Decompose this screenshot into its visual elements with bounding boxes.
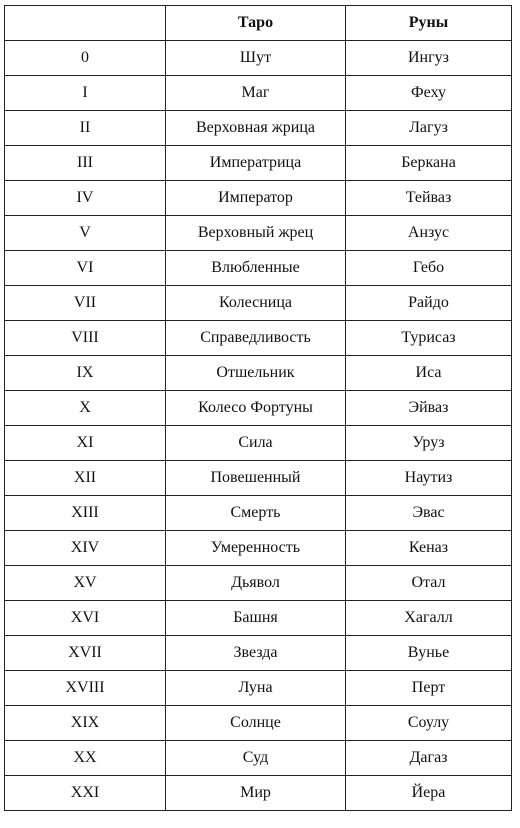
arcana-number: XII bbox=[5, 461, 166, 496]
rune-name: Соулу bbox=[346, 706, 512, 741]
tarot-card: Башня bbox=[166, 601, 346, 636]
arcana-number: XIII bbox=[5, 496, 166, 531]
rune-name: Дагаз bbox=[346, 741, 512, 776]
table-row bbox=[5, 391, 512, 426]
table-row bbox=[5, 496, 512, 531]
arcana-number: XVII bbox=[5, 636, 166, 671]
tarot-card: Отшельник bbox=[166, 356, 346, 391]
table-row bbox=[5, 566, 512, 601]
arcana-number: XXI bbox=[5, 776, 166, 811]
rune-name: Отал bbox=[346, 566, 512, 601]
table-row bbox=[5, 41, 512, 76]
table-row bbox=[5, 76, 512, 111]
table-row bbox=[5, 181, 512, 216]
table-row bbox=[5, 251, 512, 286]
tarot-card: Смерть bbox=[166, 496, 346, 531]
tarot-card: Мир bbox=[166, 776, 346, 811]
arcana-number: XIX bbox=[5, 706, 166, 741]
tarot-card: Сила bbox=[166, 426, 346, 461]
rune-name: Анзус bbox=[346, 216, 512, 251]
rune-name: Йера bbox=[346, 776, 512, 811]
rune-name: Эвас bbox=[346, 496, 512, 531]
arcana-number: VIII bbox=[5, 321, 166, 356]
tarot-card: Император bbox=[166, 181, 346, 216]
header-row bbox=[5, 6, 512, 41]
tarot-card: Колесо Фортуны bbox=[166, 391, 346, 426]
header-tarot: Таро bbox=[166, 6, 346, 41]
tarot-card: Луна bbox=[166, 671, 346, 706]
rune-name: Вунье bbox=[346, 636, 512, 671]
arcana-number: I bbox=[5, 76, 166, 111]
tarot-card: Справедливость bbox=[166, 321, 346, 356]
table-row bbox=[5, 356, 512, 391]
rune-name: Ингуз bbox=[346, 41, 512, 76]
table-row bbox=[5, 531, 512, 566]
rune-name: Хагалл bbox=[346, 601, 512, 636]
table-row bbox=[5, 706, 512, 741]
rune-name: Тейваз bbox=[346, 181, 512, 216]
rune-name: Эйваз bbox=[346, 391, 512, 426]
rune-name: Перт bbox=[346, 671, 512, 706]
tarot-card: Суд bbox=[166, 741, 346, 776]
table-row bbox=[5, 601, 512, 636]
rune-name: Лагуз bbox=[346, 111, 512, 146]
arcana-number: II bbox=[5, 111, 166, 146]
table-row bbox=[5, 321, 512, 356]
table-row bbox=[5, 671, 512, 706]
arcana-number: V bbox=[5, 216, 166, 251]
tarot-runes-table bbox=[4, 5, 512, 811]
arcana-number: IX bbox=[5, 356, 166, 391]
tarot-card: Влюбленные bbox=[166, 251, 346, 286]
rune-name: Наутиз bbox=[346, 461, 512, 496]
table-row bbox=[5, 741, 512, 776]
arcana-number: VI bbox=[5, 251, 166, 286]
arcana-number: VII bbox=[5, 286, 166, 321]
tarot-card: Солнце bbox=[166, 706, 346, 741]
tarot-card: Императрица bbox=[166, 146, 346, 181]
table-row bbox=[5, 286, 512, 321]
arcana-number: X bbox=[5, 391, 166, 426]
table-row bbox=[5, 636, 512, 671]
table-row bbox=[5, 111, 512, 146]
table-body bbox=[5, 41, 512, 811]
arcana-number: IV bbox=[5, 181, 166, 216]
rune-name: Иса bbox=[346, 356, 512, 391]
arcana-number: III bbox=[5, 146, 166, 181]
header-number bbox=[5, 6, 166, 41]
tarot-card: Повешенный bbox=[166, 461, 346, 496]
table-row bbox=[5, 216, 512, 251]
rune-name: Кеназ bbox=[346, 531, 512, 566]
tarot-card: Шут bbox=[166, 41, 346, 76]
tarot-card: Звезда bbox=[166, 636, 346, 671]
tarot-card: Верховный жрец bbox=[166, 216, 346, 251]
tarot-card: Маг bbox=[166, 76, 346, 111]
tarot-card: Колесница bbox=[166, 286, 346, 321]
tarot-card: Умеренность bbox=[166, 531, 346, 566]
rune-name: Турисаз bbox=[346, 321, 512, 356]
arcana-number: 0 bbox=[5, 41, 166, 76]
rune-name: Уруз bbox=[346, 426, 512, 461]
table-row bbox=[5, 426, 512, 461]
rune-name: Райдо bbox=[346, 286, 512, 321]
table-row bbox=[5, 461, 512, 496]
arcana-number: XV bbox=[5, 566, 166, 601]
tarot-card: Верховная жрица bbox=[166, 111, 346, 146]
arcana-number: XIV bbox=[5, 531, 166, 566]
table-row bbox=[5, 776, 512, 811]
arcana-number: XVI bbox=[5, 601, 166, 636]
rune-name: Феху bbox=[346, 76, 512, 111]
header-runes: Руны bbox=[346, 6, 512, 41]
tarot-card: Дьявол bbox=[166, 566, 346, 601]
table-row bbox=[5, 146, 512, 181]
arcana-number: XI bbox=[5, 426, 166, 461]
rune-name: Беркана bbox=[346, 146, 512, 181]
arcana-number: XVIII bbox=[5, 671, 166, 706]
rune-name: Гебо bbox=[346, 251, 512, 286]
arcana-number: XX bbox=[5, 741, 166, 776]
